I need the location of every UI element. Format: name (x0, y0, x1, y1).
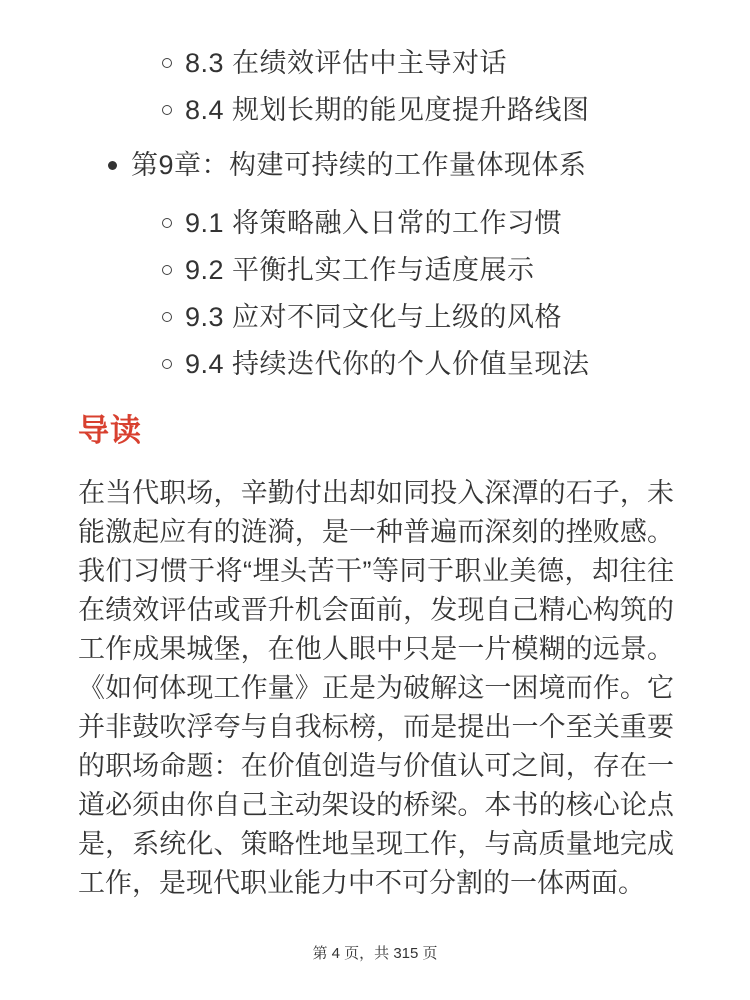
toc-item-label: 8.4 规划长期的能见度提升路线图 (185, 95, 590, 125)
toc-item-chapter (78, 148, 672, 182)
circle-bullet-icon (162, 265, 172, 275)
toc-item-label: 9.1 将策略融入日常的工作习惯 (185, 208, 563, 238)
disc-bullet-icon (108, 161, 117, 170)
toc-item-label: 9.2 平衡扎实工作与适度展示 (185, 255, 535, 285)
toc-item-label: 9.3 应对不同文化与上级的风格 (185, 302, 563, 332)
toc-item-label: 9.4 持续迭代你的个人价值呈现法 (185, 349, 590, 379)
circle-bullet-icon (162, 218, 172, 228)
toc-item (78, 253, 672, 287)
circle-bullet-icon (162, 105, 172, 115)
toc-item (78, 300, 672, 334)
toc-item-label: 第9章：构建可持续的工作量体现体系 (131, 150, 587, 180)
toc-item-label: 8.3 在绩效评估中主导对话 (185, 48, 508, 78)
page-number-footer: 第 4 页，共 315 页 (312, 945, 438, 962)
toc-item (78, 46, 672, 80)
toc-item (78, 93, 672, 127)
circle-bullet-icon (162, 359, 172, 369)
toc-item (78, 347, 672, 381)
toc-item (78, 206, 672, 240)
intro-paragraph: 在当代职场，辛勤付出却如同投入深潭的石子，未能激起应有的涟漪，是一种普遍而深刻的挫败感。我们习惯于将“埋头苦干”等同于职业美德，却往往在绩效评估或晋升机会面前，发现自己精心构筑的工作成果城堡，在他人眼中只是一片模糊的远景。《如何体现工作量》正是为破解这一困境而作。它并非鼓吹浮夸与自我标榜，而是提出一个至关重要的职场命题：在价值创造与价值认可之间，存在一道必须由你自己主动架设的桥梁。本书的核心论点是，系统化、策略性地呈现工作，与高质量地完成工作，是现代职业能力中不可分割的一体两面。 (78, 478, 674, 898)
circle-bullet-icon (162, 312, 172, 322)
section-heading: 导读 (78, 413, 142, 448)
table-of-contents (0, 0, 750, 381)
circle-bullet-icon (162, 58, 172, 68)
